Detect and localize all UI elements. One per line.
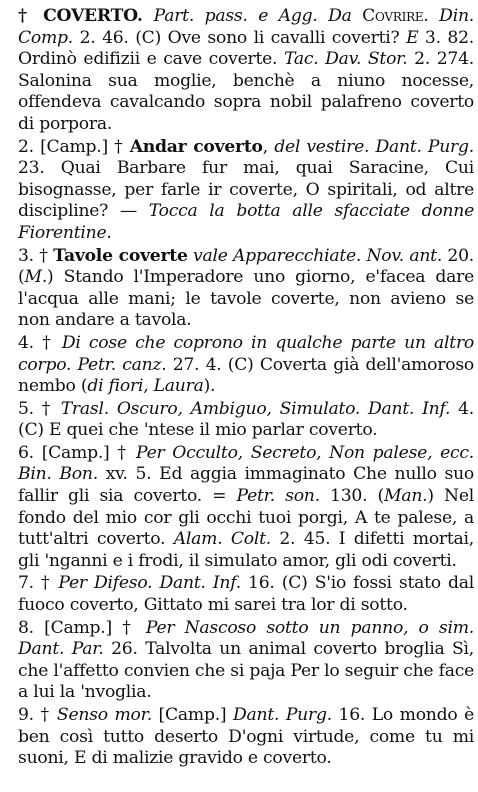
entry-text-run: 2. 45. I difetti mortai, gli 'nganni e i frodi, il simulato amor, gli odi coverti. — [18, 529, 475, 571]
entry-text-run: Part. pass. e Agg. Da — [153, 6, 363, 26]
dictionary-entry — [4, 333, 474, 398]
entry-text-run: 3. 82. Ordinò edifizii e cave coverte. — [18, 27, 474, 70]
entry-text-run: E — [406, 27, 419, 48]
entry-text-run: vale Apparecchiate. Nov. ant. — [187, 245, 443, 266]
entry-text-run: 8. [Camp.] † — [18, 617, 146, 638]
entry-text-run: Tocca la botta alle sfacciate donne Fiorentine. — [18, 201, 474, 243]
entry-text-run: Petr. son. — [236, 486, 320, 507]
entry-text-run: ) Stando l'Imperadore uno giorno, e'facea dare l'acqua alle mani; le tavole coverte, non avieno se non andare a tavola. — [18, 267, 474, 331]
entry-text-run: Man. — [383, 486, 428, 507]
entry-text-run: Per Nascoso sotto un panno, o sim. Dant. Par. — [18, 617, 474, 660]
entry-text-run: . Din. Comp. — [18, 6, 474, 48]
dictionary-entry — [4, 246, 474, 332]
dictionary-entry — [4, 6, 474, 136]
entry-text-run: del vestire. Dant. Purg. — [274, 136, 474, 157]
entry-text-run: di fiori, Laura — [87, 376, 204, 397]
entry-text-run: Tac. Dav. Stor. — [283, 49, 408, 70]
entry-text-run: ) Nel fondo del mio cor gli occhi tuoi porgi, A te palese, a tutt'altri coverto. — [18, 486, 474, 550]
entry-text-run: Alam. Colt. — [173, 529, 271, 550]
entry-text-run: 4. (C) E quei che 'ntese il mio parlar coverto. — [18, 398, 474, 441]
entry-text-run: 5. † — [18, 398, 61, 419]
entry-text-run: 6. [Camp.] † — [18, 442, 137, 463]
entry-text-run: Covrire — [362, 6, 424, 26]
entry-text-run: 4. † — [18, 332, 62, 353]
dictionary-entry — [4, 618, 474, 704]
entry-text-run: 27. 4. (C) Coverta già dell'amoroso nembo ( — [18, 354, 475, 397]
entry-text-run: 9. † — [18, 705, 57, 725]
entry-text-run: 7. † — [18, 573, 59, 594]
entry-text-run: Per Occulto, Secreto, Non palese, ecc. Bin. Bon. — [18, 442, 474, 485]
entry-text-run: Trasl. Oscuro, Ambiguo, Simulato. Dant. Inf. — [60, 398, 451, 419]
entry-text-run: [Camp.] — [151, 705, 233, 725]
entry-text-run: 130. ( — [319, 486, 384, 507]
entry-text-run: M. — [24, 267, 48, 288]
entry-text-run: 2. 274. Salonina sua moglie, benchè a niuno nocesse, offendeva cavalcando sopra nobil palafreno coverto di porpora. — [18, 49, 474, 134]
dictionary-entry — [4, 443, 474, 573]
entry-text-run: 16. Lo mondo è ben così tutto deserto D'ogni virtude, come tu mi suoni, E di malizie gravido e coverto. — [18, 705, 475, 769]
entry-text-run: Dant. Purg. — [233, 705, 332, 725]
entry-text-run: ). — [203, 376, 216, 397]
dictionary-entry — [4, 573, 474, 616]
dictionary-entry — [4, 399, 474, 442]
entry-text-run: 20. ( — [18, 245, 474, 288]
entry-text-run: 26. Talvolta un animal coverto broglia Sì, che l'affetto convien che si paja Per lo seguir che face a lui la 'nvoglia. — [18, 639, 474, 703]
entry-text-run: 23. Quai Barbare fur mai, quai Saracine, Cui bisognasse, per farle ir coverte, O spiritali, od altre discipline? — — [18, 158, 474, 222]
entry-text-run: 3. † — [18, 245, 54, 266]
entry-text-run: Tavole coverte — [53, 245, 188, 266]
entry-text-run: Senso mor. — [56, 705, 152, 725]
dictionary-entry — [4, 705, 474, 770]
entry-text-run: † COVERTO. — [18, 6, 154, 26]
entry-text-run: 16. (C) S'io fossi stato dal fuoco coverto, Gittato mi sarei tra lor di sotto. — [18, 573, 475, 616]
entry-text-run: xv. 5. Ed aggia immaginato Che nullo suo fallir gli sia coverto. = — [18, 464, 475, 507]
entry-text-run: Andar coverto — [129, 136, 263, 157]
entry-text-run: Per Difeso. Dant. Inf. — [58, 573, 241, 594]
entry-text-run: Di cose che coprono in qualche parte un altro corpo. Petr. canz. — [18, 332, 475, 375]
entry-text-run: , — [262, 136, 275, 157]
dictionary-entry — [4, 137, 474, 245]
entry-text-run: 2. 46. (C) Ove sono li cavalli coverti? — [73, 27, 407, 48]
entry-text-run: 2. [Camp.] † — [18, 136, 130, 157]
